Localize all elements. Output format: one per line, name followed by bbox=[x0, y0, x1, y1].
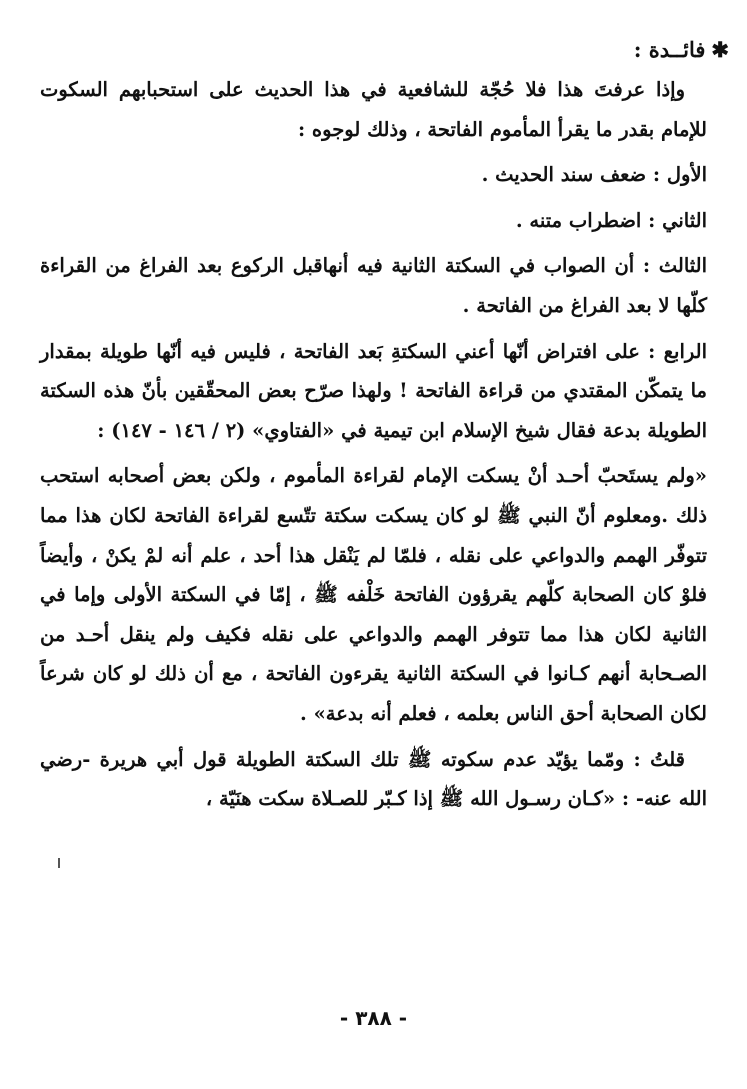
paragraph-third: الثالث : أن الصواب في السكتة الثانية فيه أنهاقبل الركوع بعد الفراغ من القراءة كلّها لا بعد الفراغ من الفاتحة . bbox=[40, 254, 707, 317]
paragraph-comment: قلتُ : ومّما يؤيّد عدم سكوته ﷺ تلك السكتة الطويلة قول أبي هريرة -رضي الله عنه- : «كـان رسـول الله ﷺ إذا كـبّر للصـلاة سكت هنَيّة ، bbox=[40, 747, 707, 811]
asterisk-icon: ✱ bbox=[711, 37, 729, 62]
page-body bbox=[40, 30, 729, 825]
heading-text: فائــدة : bbox=[633, 37, 706, 62]
paragraph-quote: «ولم يستَحبّ أحـد أنْ يسكت الإمام لقراءة المأموم ، ولكن بعض أصحابه استحب ذلك .ومعلوم أنّ النبي ﷺ لو كان يسكت سكتة تتّسع لقراءة الفاتحة لكان هذا مما تتوفّر الهمم والدواعي على نقله ، فلمّا لم يَنْقل هذا أحد ، علم أنه لمْ يكنْ ، وأيضاً فلوْ كان الصحابة كلّهم يقرؤون الفاتحة خَلْفه ﷺ ، إمّا في السكتة الأولى وإما في الثانية لكان هذا مما تتوفر الهمم والدواعي على نقله فكيف ولم ينقل أحـد من الصـحابة أنهم كـانوا في السكتة الثانية يقرءون الفاتحة ، مع أن ذلك لو كان شرعاً لكان الصحابة أحق الناس بعلمه ، فعلم أنه بدعة» . bbox=[40, 464, 707, 725]
paragraph-intro: وإذا عرفتَ هذا فلا حُجّة للشافعية في هذا الحديث على استحبابهم السكوت للإمام بقدر ما يقرأ المأموم الفاتحة ، وذلك لوجوه : bbox=[40, 78, 707, 141]
margin-mark bbox=[58, 858, 60, 868]
paragraph-second: الثاني : اضطراب متنه . bbox=[515, 208, 707, 232]
page-number: - ٣٨٨ - bbox=[339, 1006, 408, 1030]
section-heading bbox=[40, 30, 729, 70]
paragraph-fourth: الرابع : على افتراض أنّها أعني السكتةِ بَعد الفاتحة ، فليس فيه أنّها طويلة بمقدار ما يتمكّن المقتدي من قراءة الفاتحة ! ولهذا صرّح بعض المحقّقين بأنّ هذه السكتة الطويلة بدعة فقال شيخ الإسلام ابن تيمية في «الفتاوي» (٢ / ١٤٦ - ١٤٧) : bbox=[40, 339, 707, 442]
paragraph-first: الأول : ضعف سند الحديث . bbox=[481, 163, 707, 187]
